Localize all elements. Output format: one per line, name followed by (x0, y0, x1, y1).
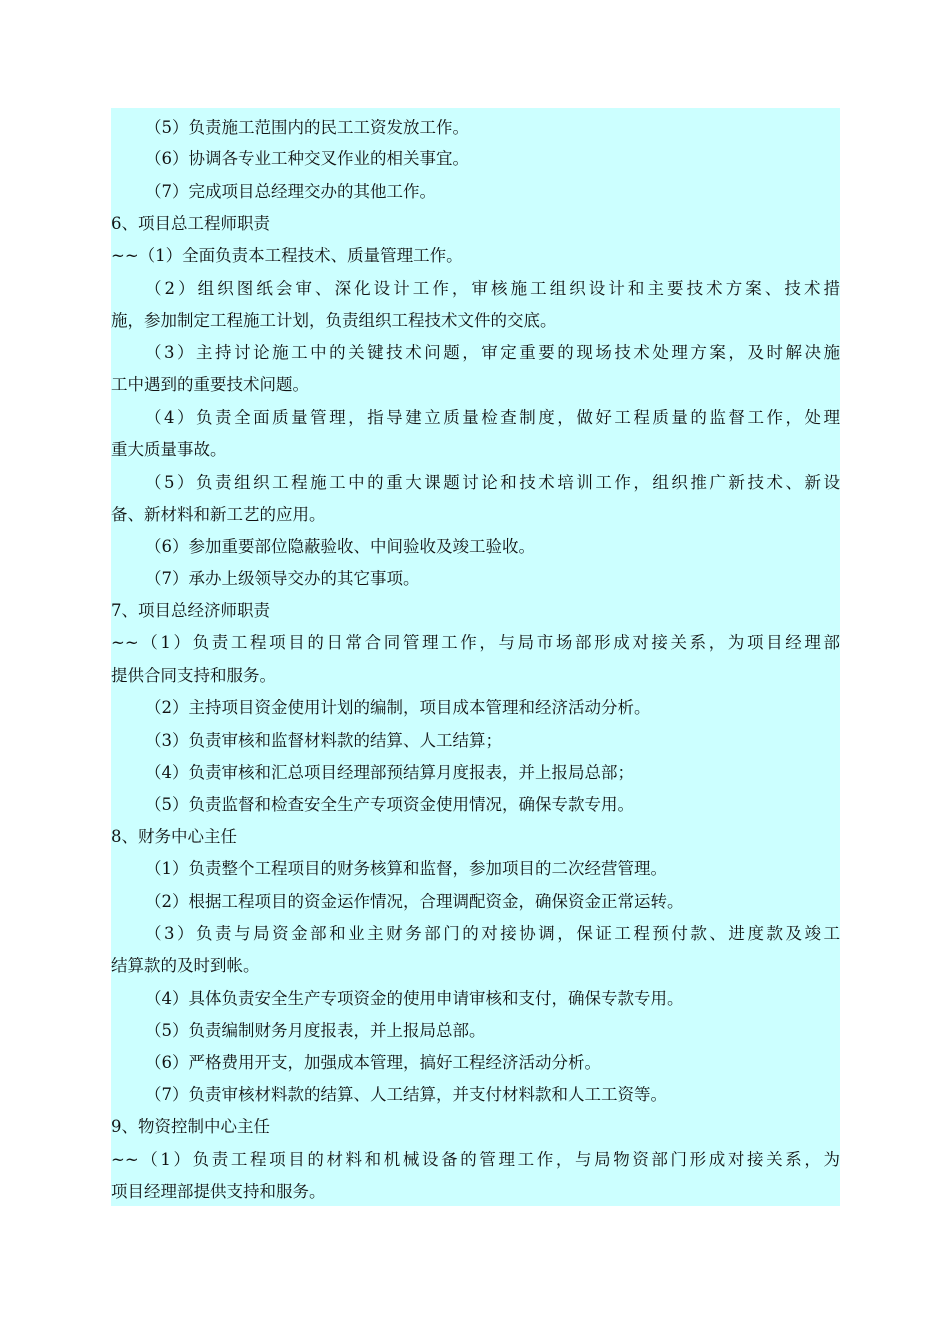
text-line: （5）负责施工范围内的民工工资发放工作。 (145, 118, 469, 137)
text-line: （6）协调各专业工种交叉作业的相关事宜。 (145, 149, 469, 168)
text-line: （3）主持讨论施工中的关键技术问题，审定重要的现场技术处理方案，及时解决施 (145, 343, 840, 362)
text-line: （4）具体负责安全生产专项资金的使用申请审核和支付，确保专款专用。 (145, 989, 684, 1008)
section-heading: 7、项目总经济师职责 (111, 601, 270, 620)
text-line: （3）负责审核和监督材料款的结算、人工结算； (145, 731, 502, 750)
text-line: （5）负责编制财务月度报表，并上报局总部。 (145, 1021, 486, 1040)
text-line: （2）根据工程项目的资金运作情况，合理调配资金，确保资金正常运转。 (145, 892, 684, 911)
text-line: 备、新材料和新工艺的应用。 (111, 505, 326, 524)
text-line: 工中遇到的重要技术问题。 (111, 375, 309, 394)
text-line: （4）负责全面质量管理，指导建立质量检查制度，做好工程质量的监督工作，处理 (145, 408, 840, 427)
section-heading: 9、物资控制中心主任 (111, 1117, 270, 1136)
text-line: （7）负责审核材料款的结算、人工结算，并支付材料款和人工工资等。 (145, 1085, 667, 1104)
text-line: 结算款的及时到帐。 (111, 956, 260, 975)
text-line: ~~（1）负责工程项目的材料和机械设备的管理工作，与局物资部门形成对接关系，为 (111, 1150, 840, 1169)
text-line: 项目经理部提供支持和服务。 (111, 1182, 326, 1201)
text-line: （2）主持项目资金使用计划的编制，项目成本管理和经济活动分析。 (145, 698, 651, 717)
text-line: （7）完成项目总经理交办的其他工作。 (145, 182, 436, 201)
text-line: （4）负责审核和汇总项目经理部预结算月度报表，并上报局总部； (145, 763, 634, 782)
section-heading: 6、项目总工程师职责 (111, 214, 270, 233)
text-line: ~~（1）负责工程项目的日常合同管理工作，与局市场部形成对接关系，为项目经理部 (111, 633, 840, 652)
text-line: （6）严格费用开支，加强成本管理，搞好工程经济活动分析。 (145, 1053, 601, 1072)
text-line: （6）参加重要部位隐蔽验收、中间验收及竣工验收。 (145, 537, 535, 556)
text-line: ~~（1）全面负责本工程技术、质量管理工作。 (111, 246, 463, 265)
section-heading: 8、财务中心主任 (111, 827, 237, 846)
text-line: （1）负责整个工程项目的财务核算和监督，参加项目的二次经营管理。 (145, 859, 667, 878)
text-line: 提供合同支持和服务。 (111, 666, 276, 685)
text-line: （7）承办上级领导交办的其它事项。 (145, 569, 420, 588)
text-line: （5）负责监督和检查安全生产专项资金使用情况，确保专款专用。 (145, 795, 634, 814)
text-line: （3）负责与局资金部和业主财务部门的对接协调，保证工程预付款、进度款及竣工 (145, 924, 840, 943)
text-line: 重大质量事故。 (111, 440, 227, 459)
text-line: （5）负责组织工程施工中的重大课题讨论和技术培训工作，组织推广新技术、新设 (145, 473, 840, 492)
text-line: （2）组织图纸会审、深化设计工作，审核施工组织设计和主要技术方案、技术措 (145, 279, 840, 298)
text-line: 施，参加制定工程施工计划，负责组织工程技术文件的交底。 (111, 311, 557, 330)
